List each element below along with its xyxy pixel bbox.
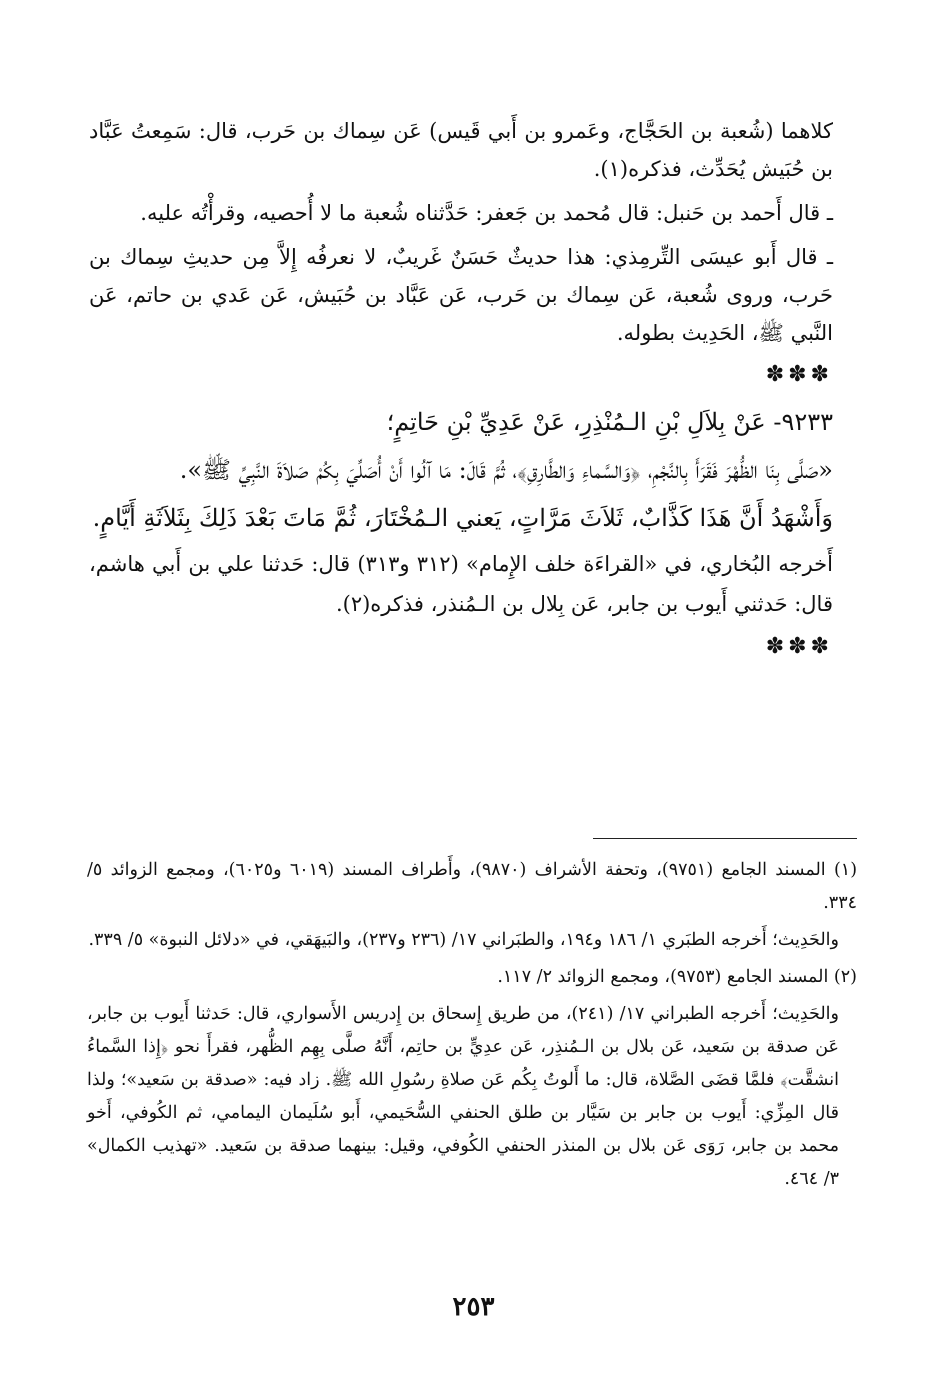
hadith-source: أَخرجه البُخاري، في «القراءَة خلف الإِمام» (٣١٢ و٣١٣) قال: حَدثنا علي بن أَبي هاشم، قال: حَدثني أَيوب بن جابر، عَن بِلال بن الـمُنذر، فذكره(٢).: [89, 552, 833, 616]
footnote-1: (١) المسند الجامع (٩٧٥١)، وتحفة الأشراف (٩٨٧٠)، وأَطراف المسند (٦٠١٩ و٦٠٢٥)، ومجمع الزوائد ٥/ ٣٣٤.: [87, 860, 858, 913]
hadith-continuation: وَأَشْهَدُ أَنَّ هَذَا كَذَّابٌ، ثَلاَثَ مَرَّاتٍ، يَعني الـمُخْتَارَ، ثُمَّ مَاتَ بَعْدَ ذَلِكَ بِثَلاَثَةِ أَيَّامٍ.: [92, 504, 833, 532]
paragraph-ahmad-note: ـ قال أَحمد بن حَنبل: قال مُحمد بن جَعفر: حَدَّثناه شُعبة ما لا أُحصيه، وقرأْتُه عليه.: [140, 201, 833, 225]
paragraph-tirmidhi-note: ـ قال أَبو عيسَى التِّرمِذي: هذا حديثٌ حَسَنٌ غَريبٌ، لا نعرفُه إِلاَّ مِن حديثِ سِماك بن حَرب، وروى شُعبة، عَن سِماك بن حَرب، عَن عَبَّاد بن حُبَيش، عَن عَدي بن حاتم، عَن النَّبي ﷺ، الحَدِيث بطوله.: [89, 245, 833, 345]
paragraph-isnad: كلاهما (شُعبة بن الحَجَّاج، وعَمرو بن أَبي قَيس) عَن سِماك بن حَرب، قال: سَمِعتُ عَبَّاد بن حُبَيش يُحَدِّث، فذكره(١).: [89, 119, 833, 181]
hadith-text: «صَلَّى بِنَا الظُّهْرَ فَقَرَأَ بِالنَّجْمِ، ﴿وَالسَّماءِ وَالطَّارِقِ﴾، ثُمَّ قَالَ: مَا آلُوا أَنْ أُصَلِّيَ بِكُمْ صَلاَةَ النَّبِيِّ ﷺ».: [179, 456, 833, 484]
main-text-block: [89, 112, 833, 672]
footnote-2-detail: والحَدِيث؛ أَخرجه الطبراني ١٧/ (٢٤١)، من طريق إِسحاق بن إِدريس الأَسواري، قال: حَدثنا أَيوب بن جابر، عَن صدقة بن سَعيد، عَن بلال بن الـمُنذِر، عَن عدِيٍّ بن حاتِم، أَنَّهُ صلَّى بِهِم الظُّهر، فقرأَ نحو ﴿إِذا السَّماءُ انشقَّت﴾ فلمَّا قضَى الصَّلاة، قال: ما أَلوتُ بِكُم عَن صلاةِ رسُولِ الله ﷺ. زاد فيه: «صدقة بن سَعيد»؛ ولذا قال المِزِّي: أَيوب بن جابر بن سَيَّار بن طلق الحنفي السُّحَيمي، أَبو سُلَيمان اليمامي، ثم الكُوفي، أَخو محمد بن جابر، رَوَى عَن بلال بن المنذر الحنفي الكُوفي، وقيل: بينهما صدقة بن سَعيد. «تهذيب الكمال» ٣/ ٤٦٤.: [87, 1004, 839, 1189]
footnote-divider: [593, 838, 857, 839]
hadith-header: ٩٢٣٣- عَنْ بِلاَلِ بْنِ الـمُنْذِرِ، عَنْ عَدِيِّ بْنِ حَاتِمٍ؛: [386, 408, 833, 436]
footnotes-block: [87, 854, 857, 1200]
page-number: ٢٥٣: [452, 1292, 495, 1322]
footnote-2: (٢) المسند الجامع (٩٧٥٣)، ومجمع الزوائد ٢/ ١١٧.: [497, 967, 857, 987]
hadith-block: [89, 400, 833, 540]
footnote-1-detail: والحَدِيث؛ أَخرجه الطبَري ١/ ١٨٦ و١٩٤، والطبَراني ١٧/ (٢٣٦ و٢٣٧)، والبَيهَقي، في «دلائل النبوة» ٥/ ٣٣٩.: [88, 930, 839, 950]
section-separator: ✽✽✽: [765, 362, 833, 387]
section-separator-end: ✽✽✽: [765, 634, 833, 659]
